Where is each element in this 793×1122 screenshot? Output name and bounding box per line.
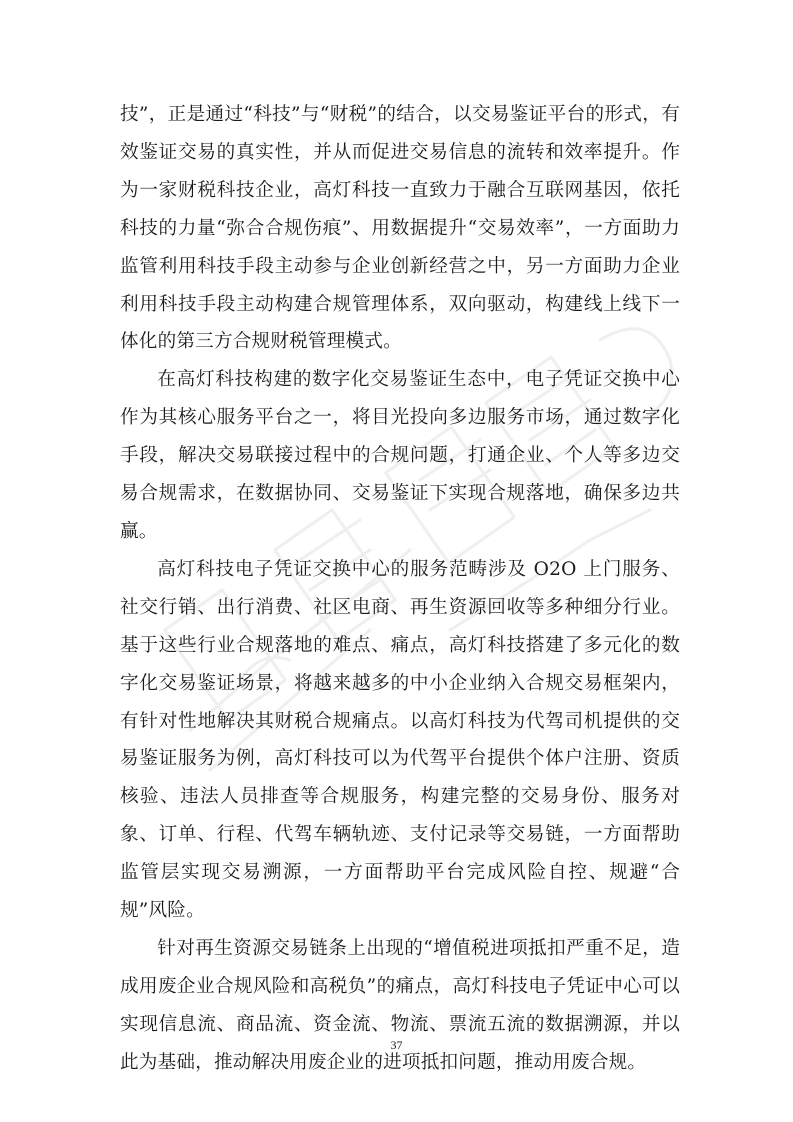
paragraph: 针对再生资源交易链条上出现的“增值税进项抵扣严重不足，造成用废企业合规风险和高税负”的痛点，高灯科技电子凭证中心可以实现信息流、商品流、资金流、物流、票流五流的数据溯源，并以此为基础，推动解决用废企业的进项抵扣问题，推动用废合规。 xyxy=(120,937,680,1073)
paragraph: 高灯科技电子凭证交换中心的服务范畴涉及 O2O 上门服务、社交行销、出行消费、社区电商、再生资源回收等多种细分行业。基于这些行业合规落地的难点、痛点，高灯科技搭建了多元化的数字化交易鉴证场景，将越来越多的中小企业纳入合规交易框架内，有针对性地解决其财税合规痛点。以高灯科技为代驾司机提供的交易鉴证服务为例，高灯科技可以为代驾平台提供个体户注册、资质核验、违法人员排查等合规服务，构建完整的交易身份、服务对象、订单、行程、代驾车辆轨迹、支付记录等交易链，一方面帮助监管层实现交易溯源，一方面帮助平台完成风险自控、规避“合规”风险。 xyxy=(120,558,680,922)
paragraph: 在高灯科技构建的数字化交易鉴证生态中，电子凭证交换中心作为其核心服务平台之一，将目光投向多边服务市场，通过数字化手段，解决交易联接过程中的合规问题，打通企业、个人等多边交易合规需求，在数据协同、交易鉴证下实现合规落地，确保多边共赢。 xyxy=(120,369,680,542)
body-text xyxy=(120,96,680,1082)
paragraph: 技”，正是通过“科技”与“财税”的结合，以交易鉴证平台的形式，有效鉴证交易的真实性，并从而促进交易信息的流转和效率提升。作为一家财税科技企业，高灯科技一直致力于融合互联网基因，依托科技的力量“弥合合规伤痕”、用数据提升“交易效率”，一方面助力监管利用科技手段主动参与企业创新经营之中，另一方面助力企业利用科技手段主动构建合规管理体系，双向驱动，构建线上线下一体化的第三方合规财税管理模式。 xyxy=(120,104,680,353)
page-number: 37 xyxy=(390,1038,403,1052)
